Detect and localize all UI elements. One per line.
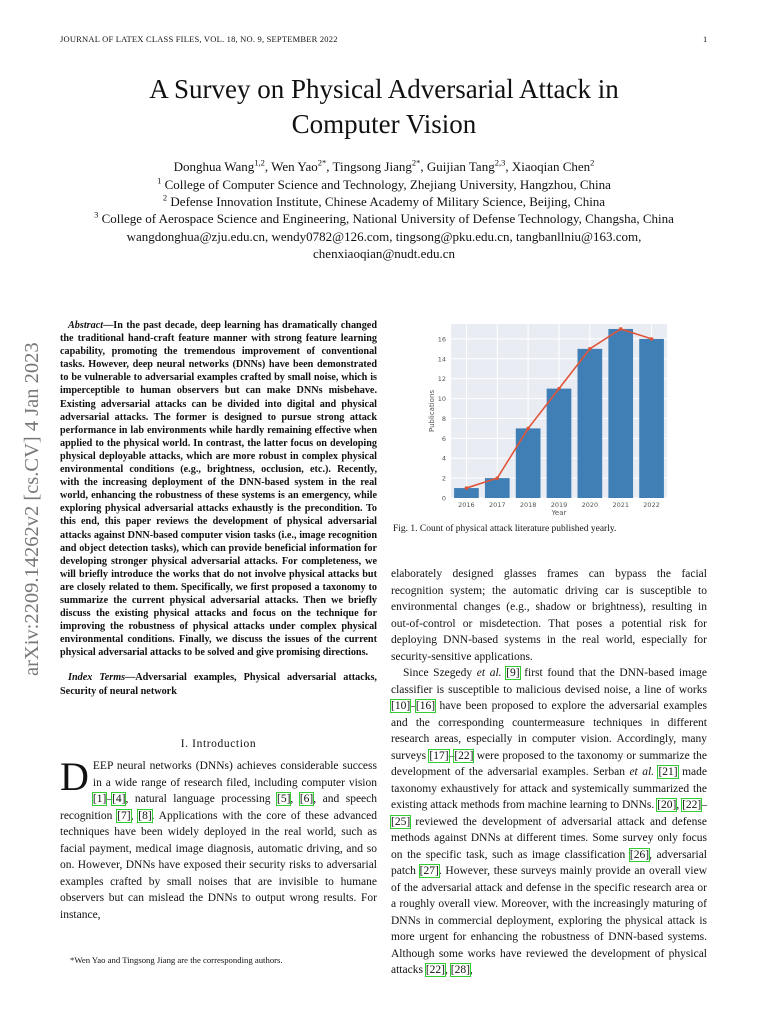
trend-point-2021	[619, 327, 623, 331]
x-tick-label: 2019	[550, 501, 568, 509]
citation-link[interactable]: [7]	[117, 809, 131, 822]
emails-line-1: wangdonghua@zju.edu.cn, wendy0782@126.com, tingsong@pku.edu.cn, tangbanllniu@163.com,	[126, 229, 642, 244]
index-terms-text: —Adversarial examples, Physical adversarial attacks, Security of neural network	[60, 672, 377, 697]
citation-link[interactable]: [9]	[506, 667, 520, 679]
trend-point-2016	[465, 486, 469, 490]
x-tick-label: 2022	[643, 501, 660, 509]
citation-link[interactable]: [5]	[277, 793, 291, 805]
author-list: Donghua Wang$^{1,2}$, Wen Yao$^{2*}$, Tingsong Jiang$^{2*}$, Guijian Tang$^{2,3}$, Xiaoqian Chen$^2$	[173, 157, 595, 174]
citation-link[interactable]: [27]	[419, 865, 439, 877]
x-axis-label: Year	[551, 509, 567, 516]
citation-link[interactable]: [21]	[658, 766, 678, 778]
citation-link[interactable]: [25]	[391, 815, 411, 828]
trend-point-2020	[588, 347, 592, 351]
citation-link[interactable]: [10]	[391, 700, 411, 712]
trend-point-2018	[526, 427, 530, 431]
trend-point-2019	[557, 387, 561, 391]
index-terms-label: Index Terms	[68, 672, 126, 684]
intro-paragraph: DEEP neural networks (DNNs) achieves considerable success in a wide range of research filed, including computer vision [1]–[4], natural language processing [5], [6], and speech recognition [7], [8]. Applications with the core of these advanced techniques have been widely deployed in the real world, such as facial payment, medical image diagnosis, automatic driving, and so on. However, DNNs have exposed their security risks to adversarial examples crafted by small noises that are invisible to humane observers but can mislead the DNNs to output wrong results. For instance,	[60, 754, 378, 921]
author-name: Wen Yao	[271, 159, 318, 174]
trend-point-2022	[650, 337, 654, 341]
y-tick-label: 8	[441, 414, 446, 423]
citation-link[interactable]: [22]	[425, 964, 445, 976]
author-name: Donghua Wang	[173, 159, 255, 174]
emails-line-2: chenxiaoqian@nudt.edu.cn	[313, 246, 455, 261]
bar-2019	[547, 389, 572, 498]
y-tick-label: 14	[437, 355, 446, 364]
citation-link[interactable]: [20]	[657, 799, 677, 811]
citation-link[interactable]: [16]	[415, 700, 436, 712]
abstract-label: Abstract	[68, 320, 104, 331]
section-heading-introduction: I. Introduction	[180, 738, 257, 750]
x-tick-label: 2021	[612, 501, 629, 509]
y-tick-label: 16	[437, 335, 446, 344]
drop-cap: D	[60, 754, 89, 799]
paper-title	[0, 72, 768, 142]
bar-2018	[516, 428, 541, 498]
paragraph: elaborately designed glasses frames can bypass the facial recognition system; the automatic driving car is susceptible to environmental changes (e.g., shadow or brightness), resulting in out-of-control or misdetection. That poses a potential risk for deploying DNN-based systems in the real world, especially for security-sensitive applications.	[391, 568, 707, 663]
page-number: 1	[703, 34, 708, 44]
citation-link[interactable]: [22]	[454, 749, 474, 762]
citation-link[interactable]: [22]	[682, 799, 702, 811]
arxiv-identifier[interactable]: arXiv:2209.14262v2 [cs.CV] 4 Jan 2023	[21, 342, 43, 676]
bar-2021	[608, 329, 633, 498]
author-name: Tingsong Jiang	[332, 159, 412, 174]
title-line-1: A Survey on Physical Adversarial Attack in	[149, 74, 619, 104]
y-tick-label: 12	[437, 375, 446, 384]
y-tick-label: 2	[441, 474, 446, 483]
y-tick-label: 10	[437, 395, 446, 404]
running-header: JOURNAL OF LATEX CLASS FILES, VOL. 18, NO. 9, SEPTEMBER 2022	[60, 34, 338, 44]
citation-link[interactable]: [1]	[92, 793, 107, 805]
citation-link[interactable]: [26]	[629, 848, 650, 861]
y-tick-label: 6	[441, 434, 446, 443]
bar-2022	[639, 339, 664, 498]
figure-caption: Fig. 1. Count of physical attack literature published yearly.	[393, 524, 617, 534]
abstract	[60, 319, 377, 698]
publications-bar-chart	[393, 316, 713, 516]
title-line-2: Computer Vision	[291, 109, 477, 139]
trend-point-2017	[495, 476, 499, 480]
affiliation-3: $^3$ College of Aerospace Science and Engineering, National University of Defense Technology, Changsha, China	[94, 209, 674, 226]
citation-link[interactable]: [8]	[138, 809, 152, 822]
citation-link[interactable]: [17]	[429, 749, 449, 762]
author-name: Guijian Tang	[426, 159, 495, 174]
footnote: *Wen Yao and Tingsong Jiang are the corresponding authors.	[70, 955, 283, 965]
y-tick-label: 0	[441, 494, 446, 503]
x-tick-label: 2017	[489, 501, 506, 509]
x-tick-label: 2018	[519, 501, 537, 509]
affiliation-2: $^2$ Defense Innovation Institute, Chinese Academy of Military Science, Beijing, China	[162, 192, 606, 209]
y-axis-label: Publications	[428, 389, 436, 433]
citation-link[interactable]: [28]	[450, 964, 470, 976]
bar-2020	[578, 349, 603, 498]
y-tick-label: 4	[441, 454, 446, 463]
author-name: Xiaoqian Chen	[511, 159, 591, 174]
right-column-text	[391, 566, 707, 979]
citation-link[interactable]: [4]	[112, 793, 126, 805]
paragraph: Since Szegedy et al. [9] first found that the DNN-based image classifier is susceptible to malicious devised noise, a line of works [10]–[16] have been proposed to explore the adversarial examples and the corresponding countermeasure techniques in different research areas, especially in computer vision. Accordingly, many surveys [17]–[22] were proposed to the taxonomy or summarize the development of the adversarial examples. Serban et al. [21] made taxonomy exhaustively for attack and systemically summarized the existing attack methods from machine learning to DNNs. [20], [22]–[25] reviewed the development of adversarial attack and defense methods against DNNs at different times. Some survey only focus on the specific task, such as image classification [26], adversarial patch [27]. However, these surveys mainly provide an overall view of the adversarial attack and defense in the specific research area or a roughly overall view. Moreover, with the increasingly maturing of DNNs in commercial deployment, exploring the physical attack is more urgent for enhancing the robustness of DNN-based systems. Although some works have reviewed the development of physical attacks [22], [28],	[391, 667, 708, 976]
citation-link[interactable]: [6]	[299, 793, 314, 805]
x-tick-label: 2020	[581, 501, 599, 509]
abstract-text: —In the past decade, deep learning has dramatically changed the traditional hand-craft feature manner with strong feature learning capability, promoting the tremendous improvement of conventional tasks. However, deep neural networks (DNNs) have been demonstrated to be vulnerable to adversarial examples crafted by small noise, which is imperceptible to human observers but can make DNNs misbehave. Existing adversarial attacks can be divided into digital and physical adversarial attacks. The former is designed to pursue strong attack performance in lab environments while hardly remaining effective when applied to the physical world. In contrast, the latter focus on developing physical deployable attacks, which are more robust in complex physical environmental conditions (e.g., brightness, occlusion, etc.). Recently, with the increasing deployment of the DNN-based system in the real world, enhancing the robustness of these systems is an emergency, while exploring physical adversarial attacks exhaustly is the precondition. To this end, this paper reviews the development of physical adversarial attacks against DNN-based computer vision tasks (i.e., image recognition and object detection tasks), which can provide beneficial information for developing stronger physical adversarial attacks. For completeness, we will briefly introduce the works that do not involve physical attacks but are closely related to them. Specifically, we first proposed a taxonomy to summarize the current physical adversarial attacks. Then we briefly discuss the existing physical attacks and focus on the technique for improving the robustness of physical attacks under complex physical environmental conditions. Finally, we discuss the issues of the current physical adversarial attacks to be solved and give promising directions.	[60, 320, 377, 659]
affiliation-1: $^1$ College of Computer Science and Technology, Zhejiang University, Hangzhou, China	[157, 175, 611, 192]
x-tick-label: 2016	[458, 501, 475, 509]
